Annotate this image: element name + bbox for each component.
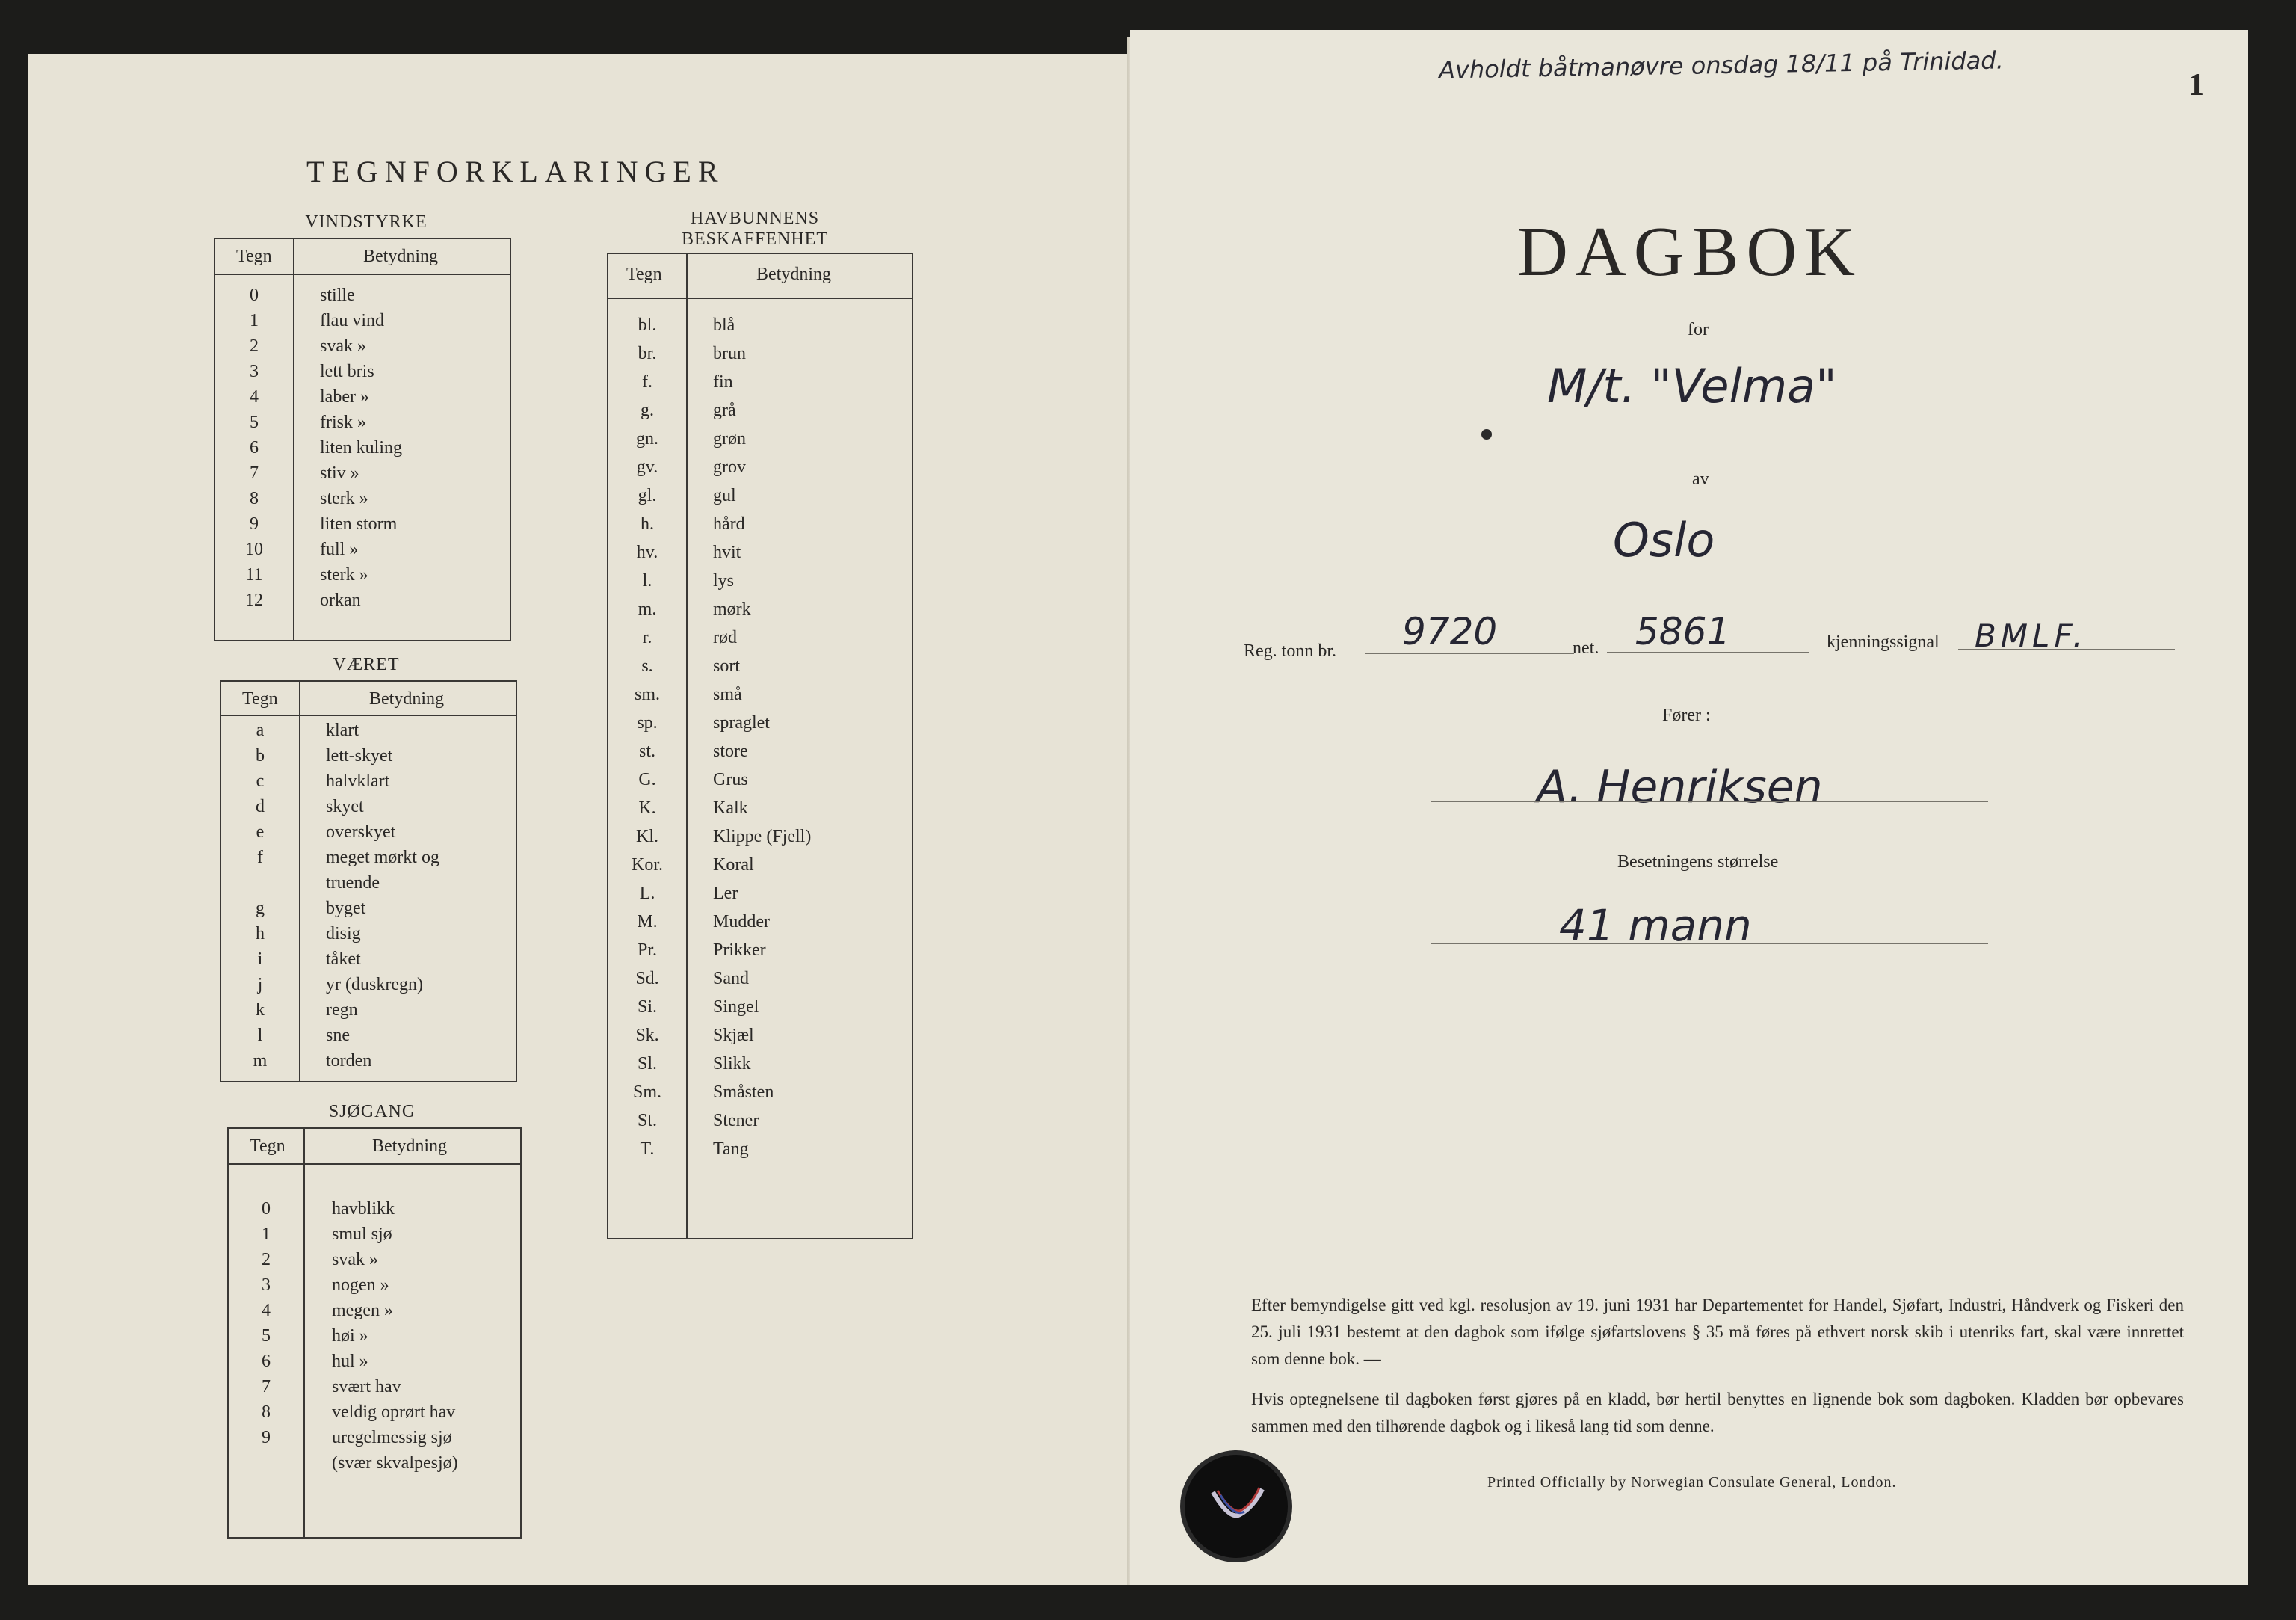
- tegn-cell: 2: [262, 1250, 271, 1269]
- forer-label: Fører :: [1662, 706, 1711, 725]
- vaeret-table-header: [221, 682, 516, 716]
- tegn-cell: 7: [262, 1377, 271, 1396]
- betydning-cell: truende: [326, 873, 380, 893]
- betydning-cell: Singel: [713, 997, 759, 1017]
- betydning-cell: klart: [326, 721, 359, 740]
- tegn-cell: 4: [250, 387, 259, 407]
- tegn-cell: hv.: [636, 543, 658, 562]
- tegn-cell: St.: [637, 1111, 657, 1130]
- betydning-cell: grov: [713, 458, 746, 477]
- havbunnen-caption-line2: BESKAFFENHET: [681, 230, 829, 249]
- tegn-cell: 6: [250, 438, 259, 458]
- tegn-cell: r.: [642, 628, 652, 647]
- for-label: for: [1688, 320, 1709, 339]
- betydning-header: Betydning: [372, 1136, 447, 1156]
- home-port: Oslo: [1613, 513, 1715, 567]
- signal-line: [1958, 649, 2175, 650]
- tegn-cell: 10: [245, 540, 263, 559]
- tegn-cell: Sm.: [632, 1082, 661, 1102]
- tegn-cell: l.: [642, 571, 652, 591]
- betydning-header: Betydning: [369, 689, 444, 709]
- tegn-cell: m.: [638, 600, 657, 619]
- vaeret-caption: VÆRET: [333, 655, 400, 674]
- crew-line: [1431, 943, 1988, 944]
- tegn-cell: T.: [640, 1139, 655, 1159]
- tegn-cell: st.: [638, 742, 655, 761]
- betydning-cell: overskyet: [326, 822, 396, 842]
- betydning-cell: yr (duskregn): [326, 975, 423, 994]
- tegn-cell: Kor.: [632, 855, 663, 875]
- tegn-cell: d: [256, 797, 265, 816]
- tegn-cell: Pr.: [637, 940, 657, 960]
- forer-line: [1431, 801, 1988, 802]
- tegn-header: Tegn: [250, 1136, 286, 1156]
- betydning-cell: grå: [713, 401, 736, 420]
- tegn-cell: 12: [245, 591, 263, 610]
- tegn-cell: j: [257, 975, 263, 994]
- betydning-cell: sort: [713, 656, 740, 676]
- tegn-cell: l: [257, 1026, 263, 1045]
- left-page: [28, 54, 1141, 1585]
- betydning-cell: hård: [713, 514, 745, 534]
- net-value: 5861: [1635, 610, 1731, 653]
- reg-tonn-label: Reg. tonn br.: [1244, 641, 1336, 661]
- net-line: [1607, 652, 1809, 653]
- column-divider: [299, 682, 300, 1081]
- betydning-cell: blå: [713, 315, 735, 335]
- tegn-cell: 5: [250, 413, 259, 432]
- betydning-cell: stiv »: [320, 463, 359, 483]
- tegn-cell: M.: [637, 912, 658, 931]
- betydning-cell: hul »: [332, 1352, 368, 1371]
- tegn-cell: k: [256, 1000, 265, 1020]
- havbunnen-table-header: [608, 254, 912, 299]
- betydning-cell: Sand: [713, 969, 749, 988]
- signal-value: BMLF.: [1975, 617, 2087, 654]
- sjogang-caption: SJØGANG: [328, 1102, 416, 1121]
- betydning-cell: smul sjø: [332, 1225, 392, 1244]
- betydning-cell: Slikk: [713, 1054, 751, 1074]
- betydning-cell: svak »: [320, 336, 366, 356]
- sjogang-table: [227, 1127, 522, 1539]
- vindstyrke-table: [214, 238, 511, 641]
- betydning-cell: svært hav: [332, 1377, 401, 1396]
- betydning-cell: Ler: [713, 884, 738, 903]
- betydning-cell: lett-skyet: [326, 746, 393, 766]
- betydning-cell: meget mørkt og: [326, 848, 439, 867]
- tegn-header: Tegn: [242, 689, 278, 709]
- betydning-cell: mørk: [713, 600, 751, 619]
- betydning-header: Betydning: [756, 265, 831, 284]
- page-number: 1: [2188, 68, 2204, 102]
- betydning-cell: brun: [713, 344, 746, 363]
- betydning-cell: Kalk: [713, 798, 748, 818]
- tegn-cell: Sd.: [635, 969, 659, 988]
- betydning-cell: gul: [713, 486, 736, 505]
- tegn-cell: 6: [262, 1352, 271, 1371]
- crew-value: 41 mann: [1559, 900, 1752, 951]
- betydning-cell: (svær skvalpesjø): [332, 1453, 458, 1473]
- column-divider: [686, 254, 688, 1238]
- betydning-cell: Stener: [713, 1111, 759, 1130]
- handwritten-margin-note: Avholdt båtmanøvre onsdag 18/11 på Trinidad.: [1438, 46, 2005, 84]
- tegn-cell: a: [256, 721, 265, 740]
- tegn-cell: i: [257, 949, 263, 969]
- printed-by-line: Printed Officially by Norwegian Consulate General, London.: [1487, 1474, 1897, 1491]
- betydning-cell: hvit: [713, 543, 741, 562]
- betydning-cell: spraglet: [713, 713, 770, 733]
- betydning-cell: disig: [326, 924, 361, 943]
- tegn-cell: 2: [250, 336, 259, 356]
- betydning-cell: svak »: [332, 1250, 378, 1269]
- tegn-cell: h.: [641, 514, 654, 534]
- betydning-cell: Småsten: [713, 1082, 774, 1102]
- sjogang-table-header: [229, 1129, 520, 1165]
- betydning-cell: torden: [326, 1051, 372, 1071]
- tegn-cell: 4: [262, 1301, 271, 1320]
- tegn-cell: Kl.: [636, 827, 658, 846]
- seal-cord-icon: [1207, 1485, 1267, 1522]
- tegn-cell: e: [256, 822, 265, 842]
- betydning-cell: laber »: [320, 387, 369, 407]
- crew-label: Besetningens størrelse: [1617, 852, 1779, 872]
- betydning-cell: flau vind: [320, 311, 384, 330]
- reg-tonn-value: 9720: [1402, 610, 1498, 653]
- betydning-cell: full »: [320, 540, 359, 559]
- betydning-cell: veldig oprørt hav: [332, 1402, 456, 1422]
- betydning-cell: uregelmessig sjø: [332, 1428, 452, 1447]
- tegn-cell: bl.: [638, 315, 657, 335]
- betydning-cell: fin: [713, 372, 733, 392]
- tegn-cell: sm.: [634, 685, 660, 704]
- betydning-cell: små: [713, 685, 742, 704]
- betydning-cell: byget: [326, 899, 366, 918]
- betydning-cell: sne: [326, 1026, 350, 1045]
- betydning-cell: skyet: [326, 797, 364, 816]
- betydning-cell: regn: [326, 1000, 358, 1020]
- betydning-cell: høi »: [332, 1326, 368, 1346]
- betydning-cell: Mudder: [713, 912, 770, 931]
- reg-tonn-line: [1365, 653, 1574, 654]
- havbunnen-caption-line1: HAVBUNNENS: [690, 209, 820, 228]
- tegn-cell: br.: [638, 344, 657, 363]
- betydning-cell: lett bris: [320, 362, 374, 381]
- tegn-cell: s.: [641, 656, 653, 676]
- tegn-cell: sp.: [637, 713, 658, 733]
- tegn-cell: 5: [262, 1326, 271, 1346]
- tegn-cell: gn.: [636, 429, 658, 449]
- tegn-cell: 8: [262, 1402, 271, 1422]
- tegn-cell: h: [256, 924, 265, 943]
- betydning-cell: megen »: [332, 1301, 393, 1320]
- net-label: net.: [1573, 638, 1599, 658]
- tegn-cell: b: [256, 746, 265, 766]
- tegn-cell: Sl.: [637, 1054, 657, 1074]
- tegn-cell: Si.: [637, 997, 657, 1017]
- betydning-cell: halvklart: [326, 771, 390, 791]
- betydning-cell: grøn: [713, 429, 746, 449]
- tegn-cell: 11: [245, 565, 263, 585]
- ink-dot: [1481, 429, 1492, 440]
- tegn-cell: f.: [642, 372, 652, 392]
- tegn-cell: m: [253, 1051, 268, 1071]
- av-label: av: [1692, 469, 1709, 489]
- betydning-cell: havblikk: [332, 1199, 395, 1219]
- column-divider: [303, 1129, 305, 1537]
- betydning-cell: orkan: [320, 591, 361, 610]
- betydning-cell: Klippe (Fjell): [713, 827, 812, 846]
- dagbok-title: DAGBOK: [1517, 213, 1863, 291]
- tegn-cell: 1: [262, 1225, 271, 1244]
- notice-paragraph-1: Efter bemyndigelse gitt ved kgl. resolusjon av 19. juni 1931 har Departementet for Handel, Sjøfart, Industri, Håndverk og Fiskeri den 25. juli 1931 bestemt at den dagbok som ifølge sjøfartslovens § 35 må føres på ethvert norsk skib i utenriks fart, skal være innrettet som denne bok. —: [1251, 1296, 2184, 1368]
- tegn-cell: L.: [639, 884, 655, 903]
- tegn-header: Tegn: [236, 247, 272, 266]
- tegn-cell: f: [257, 848, 263, 867]
- tegn-cell: gl.: [638, 486, 657, 505]
- tegn-cell: 0: [250, 286, 259, 305]
- tegn-cell: c: [256, 771, 265, 791]
- betydning-cell: stille: [320, 286, 355, 305]
- betydning-header: Betydning: [363, 247, 438, 266]
- tegn-cell: 3: [262, 1275, 271, 1295]
- wax-seal: [1185, 1455, 1288, 1558]
- ship-name: M/t. "Velma": [1547, 359, 1837, 413]
- forer-value: A. Henriksen: [1537, 761, 1823, 813]
- betydning-cell: lys: [713, 571, 735, 591]
- tegn-cell: K.: [638, 798, 656, 818]
- tegn-cell: gv.: [636, 458, 658, 477]
- betydning-cell: sterk »: [320, 565, 368, 585]
- tegn-cell: 9: [250, 514, 259, 534]
- column-divider: [293, 239, 294, 640]
- tegn-cell: 3: [250, 362, 259, 381]
- tegn-cell: Sk.: [635, 1026, 659, 1045]
- tegn-cell: G.: [638, 770, 656, 789]
- betydning-cell: store: [713, 742, 748, 761]
- betydning-cell: liten kuling: [320, 438, 402, 458]
- betydning-cell: Koral: [713, 855, 754, 875]
- tegn-cell: 8: [250, 489, 259, 508]
- tegn-cell: 7: [250, 463, 259, 483]
- havbunnen-caption: [605, 208, 904, 250]
- tegn-cell: 0: [262, 1199, 271, 1219]
- notice-paragraph-2: Hvis optegnelsene til dagboken først gjøres på en kladd, bør hertil benyttes en lignende bok som dagboken. Kladden bør opbevares sammen med den tilhørende dagbok og i likeså lang tid som denne.: [1251, 1390, 2184, 1435]
- betydning-cell: Skjæl: [713, 1026, 754, 1045]
- legend-title: TEGNFORKLARINGER: [306, 155, 725, 188]
- vaeret-table: [220, 680, 517, 1082]
- betydning-cell: nogen »: [332, 1275, 389, 1295]
- betydning-cell: liten storm: [320, 514, 398, 534]
- tegn-header: Tegn: [626, 265, 662, 284]
- betydning-cell: frisk »: [320, 413, 366, 432]
- signal-label: kjenningssignal: [1827, 632, 1939, 652]
- betydning-cell: sterk »: [320, 489, 368, 508]
- betydning-cell: tåket: [326, 949, 361, 969]
- betydning-cell: rød: [713, 628, 737, 647]
- betydning-cell: Prikker: [713, 940, 766, 960]
- vindstyrke-table-header: [215, 239, 510, 275]
- tegn-cell: 9: [262, 1428, 271, 1447]
- tegn-cell: 1: [250, 311, 259, 330]
- tegn-cell: g.: [641, 401, 654, 420]
- havbunnen-table: [607, 253, 913, 1239]
- tegn-cell: g: [256, 899, 265, 918]
- betydning-cell: Tang: [713, 1139, 749, 1159]
- betydning-cell: Grus: [713, 770, 748, 789]
- vindstyrke-caption: VINDSTYRKE: [305, 212, 428, 232]
